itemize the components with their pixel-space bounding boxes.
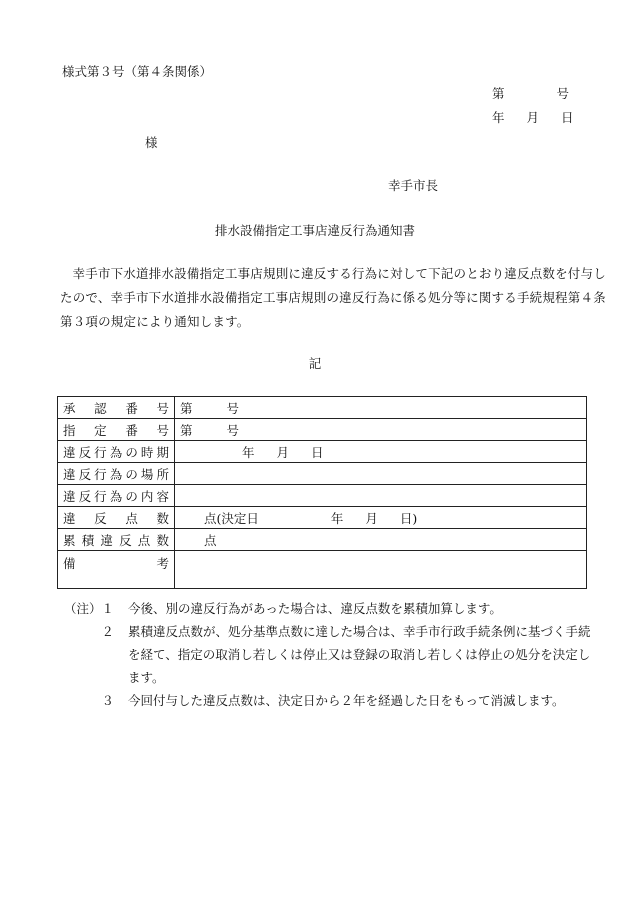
date-day: 日) (399, 510, 418, 526)
table-row (58, 507, 587, 529)
points-decision-date: 点(決定日 (204, 510, 259, 526)
document-title: 排水設備指定工事店違反行為通知書 (214, 223, 415, 238)
row-label: 指定番号 (58, 419, 175, 441)
row-label: 備考 (58, 551, 175, 589)
cell-prefix: 第 (180, 422, 193, 438)
row-label: 違反行為の場所 (58, 463, 175, 485)
table-row (58, 397, 587, 419)
note-mark: ２ (101, 624, 114, 639)
table-row (58, 463, 587, 485)
table-row (58, 485, 587, 507)
points-unit: 点 (204, 532, 217, 548)
body-paragraph: 幸手市下水道排水設備指定工事店規則に違反する行為に対して下記のとおり違反点数を付与したので、幸手市下水道排水設備指定工事店規則の違反行為に係る処分等に関する手続規程第４条第３項の規定により通知します。 (60, 266, 606, 329)
date-month: 月 (526, 110, 540, 125)
date-day: 日 (561, 110, 574, 125)
notes-section (60, 597, 600, 712)
cell-prefix: 第 (180, 400, 193, 416)
form-number: 様式第３号（第４条関係） (62, 64, 213, 79)
cumulative-points-cell (175, 529, 587, 551)
note-text: 累積違反点数が、処分基準点数に達した場合は、幸手市行政手続条例に基づく手続を経て、指定の取消し若しくは停止又は登録の取消し若しくは停止の処分を決定します。 (128, 624, 591, 685)
date-month: 月 (276, 444, 290, 460)
date-month: 月 (365, 510, 378, 526)
row-label: 違反行為の時期 (58, 441, 175, 463)
violation-date-cell (175, 441, 587, 463)
note-mark: ３ (101, 693, 114, 708)
date-year: 年 (330, 510, 344, 526)
cell-suffix: 号 (226, 400, 240, 416)
row-label: 承認番号 (58, 397, 175, 419)
table-row (58, 551, 587, 589)
issue-date (492, 108, 574, 126)
remarks-cell (175, 551, 587, 589)
table-row (58, 441, 587, 463)
table-row (58, 419, 587, 441)
date-year: 年 (242, 444, 255, 460)
approval-number-cell (175, 397, 587, 419)
violation-points-cell (175, 507, 587, 529)
note-item (60, 597, 600, 620)
violation-info-table (57, 396, 587, 589)
note-item (60, 620, 600, 689)
ki-heading: 記 (308, 356, 322, 371)
document-number (492, 84, 569, 102)
note-item (60, 689, 600, 712)
sender: 幸手市長 (388, 178, 439, 193)
doc-no-suffix: 号 (556, 86, 570, 101)
date-year: 年 (492, 110, 505, 125)
date-day: 日 (311, 444, 324, 460)
note-text: 今回付与した違反点数は、決定日から２年を経過した日をもって消滅します。 (128, 693, 565, 708)
row-label: 累積違反点数 (58, 529, 175, 551)
cell-suffix: 号 (226, 422, 240, 438)
row-label: 違反点数 (58, 507, 175, 529)
violation-content-cell (175, 485, 587, 507)
table-row (58, 529, 587, 551)
note-mark: （注）１ (63, 601, 114, 616)
row-label: 違反行為の内容 (58, 485, 175, 507)
violation-place-cell (175, 463, 587, 485)
designation-number-cell (175, 419, 587, 441)
note-text: 今後、別の違反行為があった場合は、違反点数を累積加算します。 (128, 601, 502, 616)
addressee: 様 (145, 135, 158, 150)
doc-no-prefix: 第 (492, 86, 505, 101)
